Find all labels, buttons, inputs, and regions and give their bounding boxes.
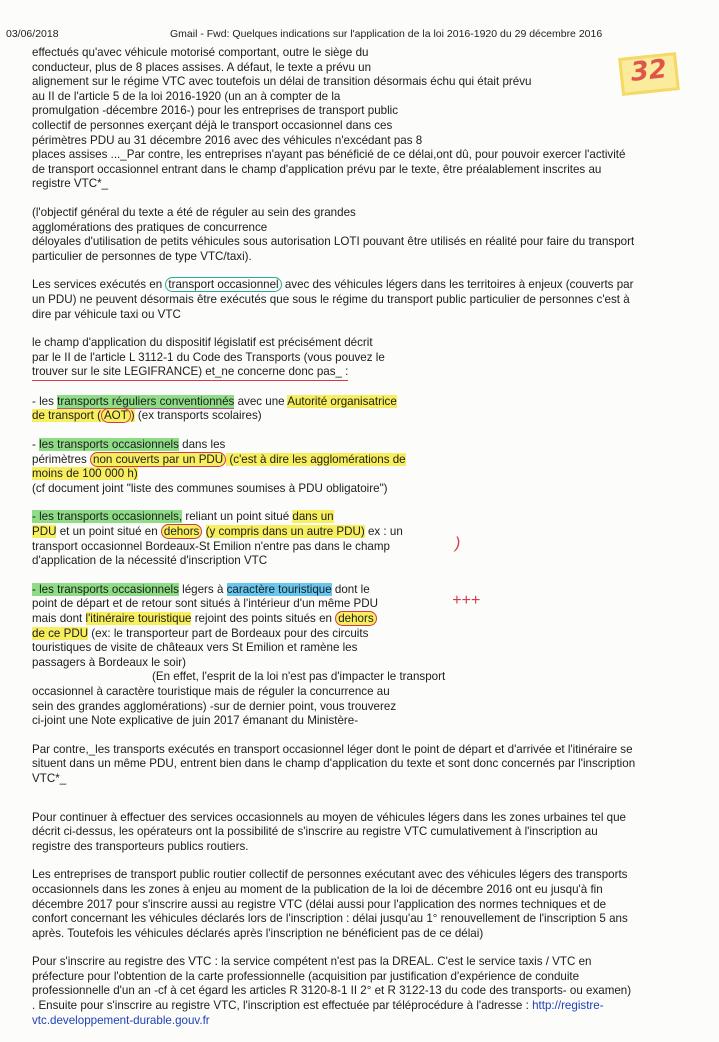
registry-link-continued[interactable]: vtc.developpement-durable.gouv.fr: [32, 1013, 210, 1027]
text-line: d'application de la nécessité d'inscription VTC: [32, 554, 268, 568]
text-line: [32, 510, 682, 525]
highlight-yellow: [32, 409, 135, 422]
margin-paren-mark: ): [455, 535, 461, 552]
highlight-green: - les transports occasionnels: [32, 582, 179, 596]
text-run: dans les: [178, 438, 226, 452]
circled-word: AOT: [101, 408, 131, 423]
paragraph-objective: [32, 206, 682, 264]
text-line: [32, 395, 682, 410]
highlight-blue: caractère touristique: [226, 582, 332, 596]
highlight-yellow: PDU: [32, 525, 57, 539]
text-line: [32, 453, 682, 468]
text-line: passagers à Bordeaux le soir): [32, 655, 187, 669]
text-line: [32, 525, 682, 540]
text-run: et un point situé en: [56, 525, 161, 539]
text-run: rejoint des points situés en: [191, 612, 336, 625]
highlight-yellow: Autorité organisatrice: [287, 394, 397, 408]
text-run: ex : un: [364, 525, 403, 539]
text-line: effectués qu'avec véhicule motorisé comportant, outre le siège du: [32, 46, 369, 59]
text-run: Les services exécutés en: [32, 278, 166, 292]
text-run: dont le: [331, 582, 370, 596]
circled-highlight: dehors: [161, 524, 202, 539]
text-line: après. Toutefois les véhicules déclarés après l'inscription ne bénéficient pas de ce délai): [32, 926, 484, 940]
text-line: alignement sur le régime VTC avec toutefois un délai de transition désormais échu qui était prévu: [32, 75, 532, 89]
text-line: ci-joint une Note explicative de juin 2017 émanant du Ministère-: [32, 714, 359, 728]
text-line: Pour continuer à effectuer des services occasionnels au moyen de véhicules légers dans les zones urbaines tel que: [32, 810, 626, 824]
paragraph-enterprises: [32, 868, 682, 941]
text-line: Pour s'inscrire au registre des VTC : la service compétent n'est pas la DREAL. C'est le service taxis / VTC en: [32, 955, 592, 969]
margin-cross-mark: +++: [452, 592, 481, 609]
text-line: décembre 2017 pour s'inscrire aussi au registre VTC (délai aussi pour l'application des normes techniques et de: [32, 897, 607, 911]
text-line: de transport occasionnel entrant dans le champ d'application prévu par le texte, être préalablement inscrites au: [32, 162, 602, 176]
text-line: un PDU) ne peuvent désormais être exécutés que sous le régime du transport public particulier de personnes c'est à: [32, 292, 630, 306]
text-run: de transport (: [32, 409, 101, 423]
text-line: [32, 999, 682, 1014]
text-run: périmètres: [32, 452, 90, 466]
highlight-green: transports réguliers conventionnés: [57, 394, 235, 408]
text-line: décrit ci-dessus, les opérateurs ont la possibilité de s'inscrire au registre VTC cumulativement à l'inscription au: [32, 825, 598, 839]
text-line: promulgation -décembre 2016-) pour les entreprises de transport public: [32, 104, 399, 118]
text-line: [32, 1014, 682, 1029]
text-line: préfecture pour l'obtention de la carte professionnelle (acquisition par justification d'expérience de conduite: [32, 969, 580, 983]
text-line: [32, 278, 682, 293]
text-line: [32, 438, 682, 453]
bullet-touristic: [32, 583, 682, 729]
print-date: 03/06/2018: [6, 28, 59, 40]
paragraph-services-executed: [32, 278, 682, 322]
text-run: (ex: le transporteur part de Bordeaux pour des circuits: [88, 626, 369, 640]
highlight-yellow: de ce PDU: [32, 626, 89, 640]
text-line: transport occasionnel Bordeaux-St Emilion n'entre pas dans le champ: [32, 539, 390, 553]
paragraph-scope: [32, 336, 682, 381]
paragraph-delay-context: [32, 46, 682, 192]
text-line: déloyales d'utilisation de petits véhicules sous autorisation LOTI pouvant être utilisés en réalité pour faire du transport: [32, 235, 635, 249]
text-run: - les: [32, 394, 58, 408]
text-run: mais dont: [32, 612, 86, 625]
text-line: sein des grandes agglomérations) -sur de dernier point, vous trouverez: [32, 699, 397, 713]
paragraph-registration: [32, 955, 682, 1028]
text-line: le champ d'application du dispositif législatif est précisément décrit: [32, 336, 373, 350]
text-line: par le II de l'article L 3112-1 du Code des Transports (vous pouvez le: [32, 350, 385, 364]
bullet-crossing-pdu: [32, 510, 682, 568]
stamp-number: 32: [629, 54, 669, 88]
spacer: [32, 801, 682, 811]
text-line: registre VTC*_: [32, 177, 109, 191]
text-line: registre des transporteurs publics routiers.: [32, 839, 249, 853]
highlight-yellow: (c'est à dire les agglomérations de: [226, 452, 406, 466]
highlight-yellow: l'itinéraire touristique: [85, 612, 192, 625]
paragraph-continue-services: [32, 811, 682, 855]
circled-highlight: non couverts par un PDU: [90, 452, 226, 467]
print-header-title: Gmail - Fwd: Quelques indications sur l'application de la loi 2016-1920 du 29 décembre 2016: [170, 28, 603, 40]
text-line: périmètres PDU au 31 décembre 2016 avec des véhicules n'excédant pas 8: [32, 133, 423, 147]
text-line: occasionnel à caractère touristique mais de réguler la concurrence au: [32, 684, 390, 698]
registry-link[interactable]: http://registre-: [532, 999, 604, 1013]
text-run: reliant un point situé: [182, 510, 293, 524]
circled-phrase: transport occasionnel: [165, 277, 281, 292]
bullet-regular-transport: [32, 395, 682, 424]
highlight-green: - les transports occasionnels,: [32, 510, 183, 524]
text-line: agglomérations des pratiques de concurrence: [32, 220, 268, 234]
text-line: professionnelle d'un an -cf à cet égard les articles R 3120-8-1 II 2° et R 3122-13 du code des transports- ou examen): [32, 984, 632, 998]
highlight-yellow: (y compris dans un autre PDU): [205, 525, 365, 539]
text-line: (l'objectif général du texte a été de réguler au sein des grandes: [32, 205, 356, 219]
text-line: Les entreprises de transport public routier collectif de personnes exécutant avec des véhicules légers des transports: [32, 868, 628, 882]
text-line: collectif de personnes exerçant déjà le transport occasionnel dans ces: [32, 118, 393, 132]
text-line: point de départ et de retour sont situés à l'intérieur d'un même PDU: [32, 597, 378, 611]
text-run: avec des véhicules légers dans les territoires à enjeux (couverts par: [281, 278, 634, 292]
text-line: VTC*_: [32, 771, 67, 785]
text-line: trouver sur le site LEGIFRANCE) et_ne concerne donc pas_ :: [32, 365, 348, 381]
text-line: [32, 612, 682, 627]
text-line: [32, 409, 682, 424]
highlight-yellow: dans un: [292, 510, 334, 524]
text-line: [32, 583, 682, 598]
text-line: (cf document joint "liste des communes soumises à PDU obligatoire"): [32, 481, 388, 495]
text-line: places assises ..._Par contre, les entreprises n'ayant pas bénéficié de ce délai,ont dû, pour pouvoir exercer l'activité: [32, 148, 626, 162]
text-line: situent dans un même PDU, entrent bien dans le champ d'application du texte et sont donc concernés par l'inscription: [32, 757, 636, 771]
text-run: . Ensuite pour s'inscrire au registre VTC, l'inscription est effectuée par téléprocédure à l'adresse :: [32, 999, 533, 1013]
circled-highlight: dehors: [335, 611, 376, 626]
text-line: conducteur, plus de 8 places assises. A défaut, le texte a prévu un: [32, 60, 372, 74]
text-run: -: [32, 438, 40, 452]
text-line: au II de l'article 5 de la loi 2016-1920 (un an à compter de la: [32, 89, 341, 103]
text-run: avec une: [234, 394, 288, 408]
text-line: dire par véhicule taxi ou VTC: [32, 307, 181, 321]
text-line: [32, 467, 682, 482]
bullet-outside-pdu: [32, 438, 682, 496]
text-line: [32, 627, 682, 642]
text-line: touristiques de visite de châteaux vers St Emilion et ramène les: [32, 641, 358, 655]
text-run: légers à: [178, 582, 227, 596]
text-line: particulier de personnes de type VTC/taxi).: [32, 249, 252, 263]
text-line: (En effet, l'esprit de la loi n'est pas d'impacter le transport: [152, 670, 446, 684]
paragraph-contrary: [32, 743, 682, 787]
document-body: [32, 46, 682, 1042]
text-run: (ex transports scolaires): [134, 409, 262, 423]
highlight-yellow: moins de 100 000 h): [32, 467, 138, 481]
text-line: confort concernant les véhicules déclarés lors de l'inscription : délai jusqu'au 1° renouvellement de l'inscription 5 ans: [32, 912, 628, 926]
highlight-green: les transports occasionnels: [39, 438, 179, 452]
text-run: ): [130, 409, 135, 423]
text-line: occasionnels dans les zones à enjeu au moment de la publication de la loi de décembre 2016 ont eu jusqu'à fin: [32, 882, 603, 896]
text-line: Par contre,_les transports exécutés en transport occasionnel léger dont le point de départ et d'arrivée et l'itinéraire se: [32, 742, 633, 756]
